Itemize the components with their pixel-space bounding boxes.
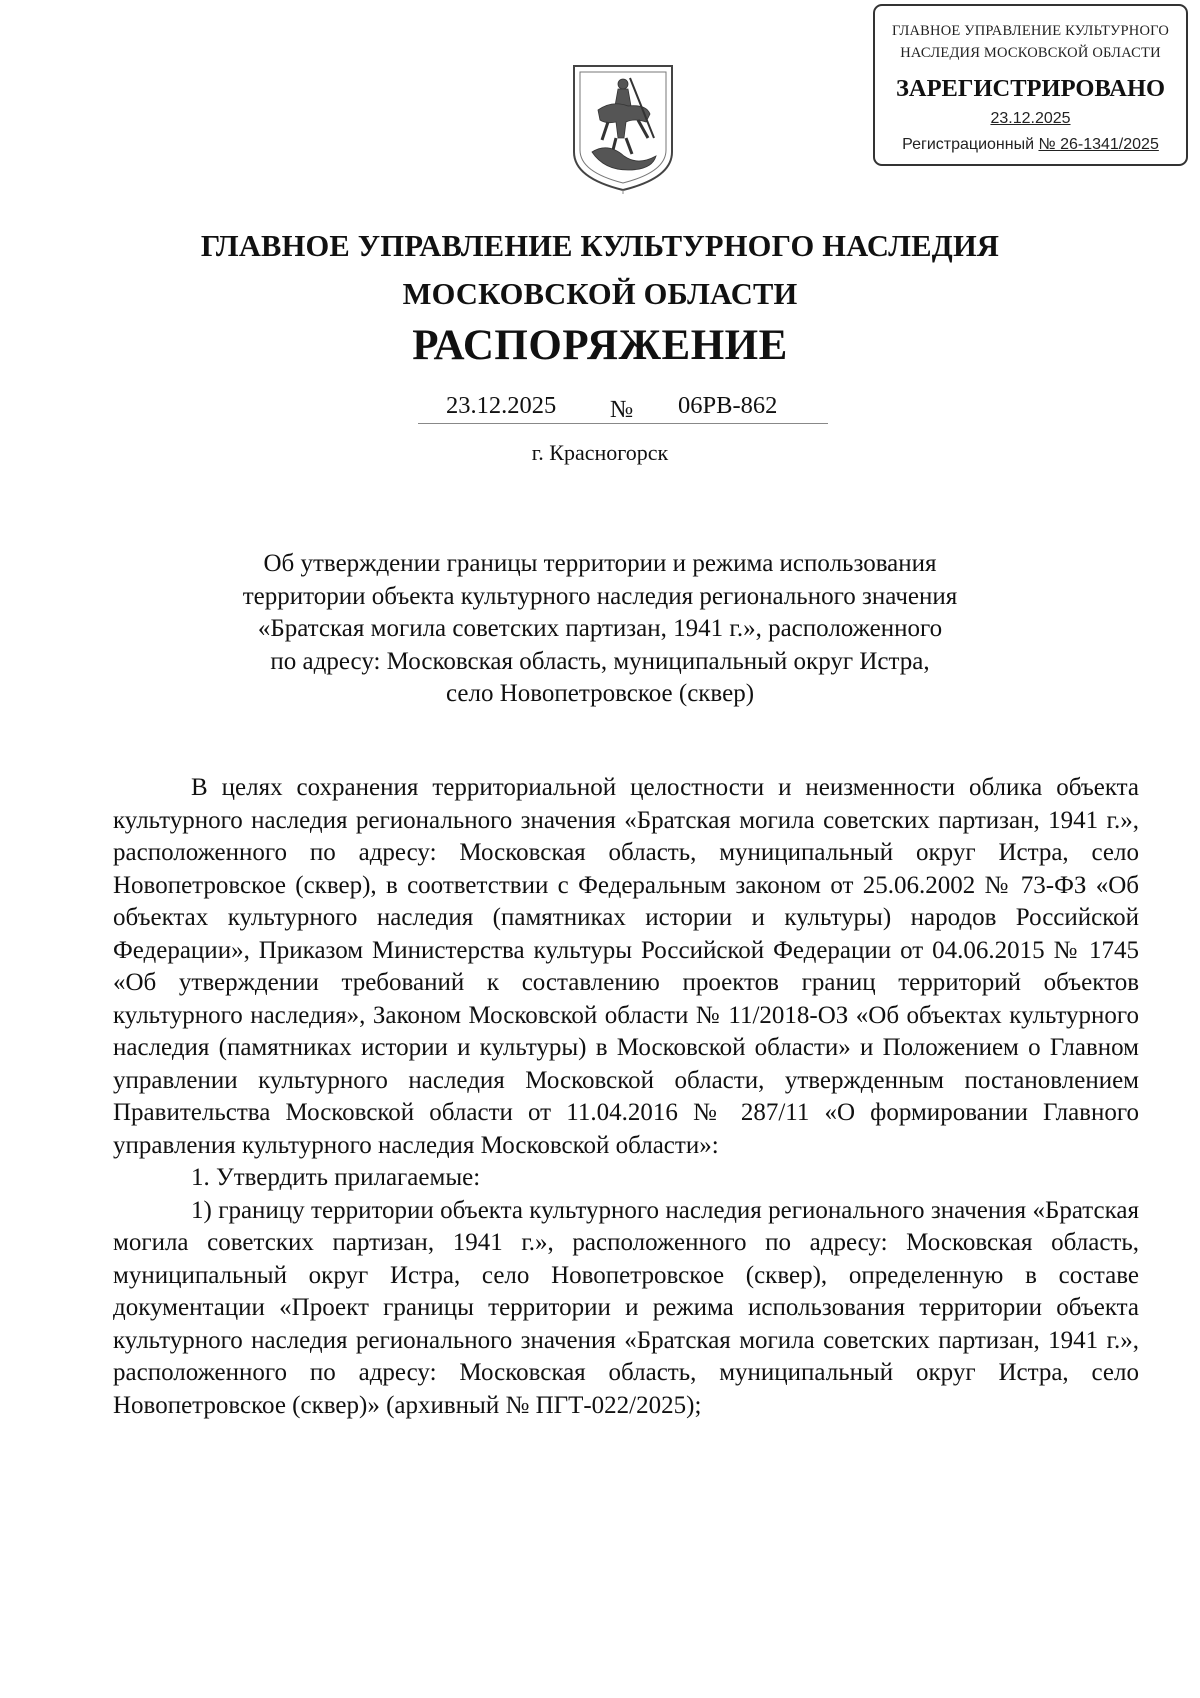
stamp-org-line1: ГЛАВНОЕ УПРАВЛЕНИЕ КУЛЬТУРНОГО — [891, 23, 1170, 39]
stamp-registration — [875, 132, 1186, 158]
moscow-oblast-coat-of-arms-icon — [568, 60, 678, 194]
item-1: 1. Утвердить прилагаемые: — [191, 1164, 481, 1191]
organization-title — [100, 222, 1100, 318]
document-number: 06РВ-862 — [678, 392, 778, 419]
number-sign: № — [610, 396, 634, 423]
document-registration-line — [418, 392, 828, 426]
item-1-1: 1) границу территории объекта культурного наследия регионального значения «Братская могила советских партизан, 1941 г.», расположенного по адресу: Московская область, муниципальный округ Истра, село Новопетровское (сквер), определенную в составе документации «Проект границы территории и режима использования территории объекта культурного наследия регионального значения «Братская могила советских партизан, 1941 г.», расположенного по адресу: Московская область, муниципальный округ Истра, село Новопетровское (сквер)» (архивный № ПГТ-022/2025); — [113, 1196, 1139, 1419]
stamp-reg-number: № 26-1341/2025 — [1038, 136, 1159, 153]
document-subject — [150, 548, 1050, 711]
stamp-reg-label: Регистрационный — [902, 136, 1039, 153]
subject-line2: территории объекта культурного наследия регионального значения — [242, 582, 958, 610]
stamp-status: ЗАРЕГИСТРИРОВАНО — [895, 75, 1166, 102]
organization-title-line2: МОСКОВСКОЙ ОБЛАСТИ — [402, 277, 798, 311]
organization-title-line1: ГЛАВНОЕ УПРАВЛЕНИЕ КУЛЬТУРНОГО НАСЛЕДИЯ — [200, 229, 1000, 263]
subject-line1: Об утверждении границы территории и режима использования — [263, 550, 937, 577]
registration-underline — [418, 423, 828, 424]
subject-line5: село Новопетровское (сквер) — [445, 680, 755, 707]
subject-line3: «Братская могила советских партизан, 1941 г.», расположенного — [257, 615, 943, 642]
subject-line4: по адресу: Московская область, муниципальный округ Истра, — [270, 647, 930, 675]
document-city: г. Красногорск — [531, 440, 669, 465]
registration-stamp — [873, 4, 1188, 166]
document-type: РАСПОРЯЖЕНИЕ — [412, 322, 788, 369]
preamble-paragraph: В целях сохранения территориальной целостности и неизменности облика объекта культурного наследия регионального значения «Братская могила советских партизан, 1941 г.», расположенного по адресу: Московская область, муниципальный округ Истра, село Новопетровское (сквер), в соответствии с Федеральным законом от 25.06.2002 № 73-ФЗ «Об объектах культурного наследия (памятниках истории и культуры) народов Российской Федерации», Приказом Министерства культуры Российской Федерации от 04.06.2015 № 1745 «Об утверждении требований к составлению проектов границ территорий объектов культурного наследия», Законом Московской области № 11/2018-ОЗ «Об объектах культурного наследия (памятниках истории и культуры) в Московской области» и Положением о Главном управлении культурного наследия Московской области, утвержденным постановлением Правительства Московской области от 11.04.2016 № 287/11 «О формировании Главного управления культурного наследия Московской области»: — [113, 774, 1139, 1159]
stamp-org-line2: НАСЛЕДИЯ МОСКОВСКОЙ ОБЛАСТИ — [900, 45, 1161, 61]
document-date: 23.12.2025 — [446, 392, 557, 419]
stamp-date: 23.12.2025 — [990, 110, 1071, 127]
document-body — [113, 772, 1139, 1422]
